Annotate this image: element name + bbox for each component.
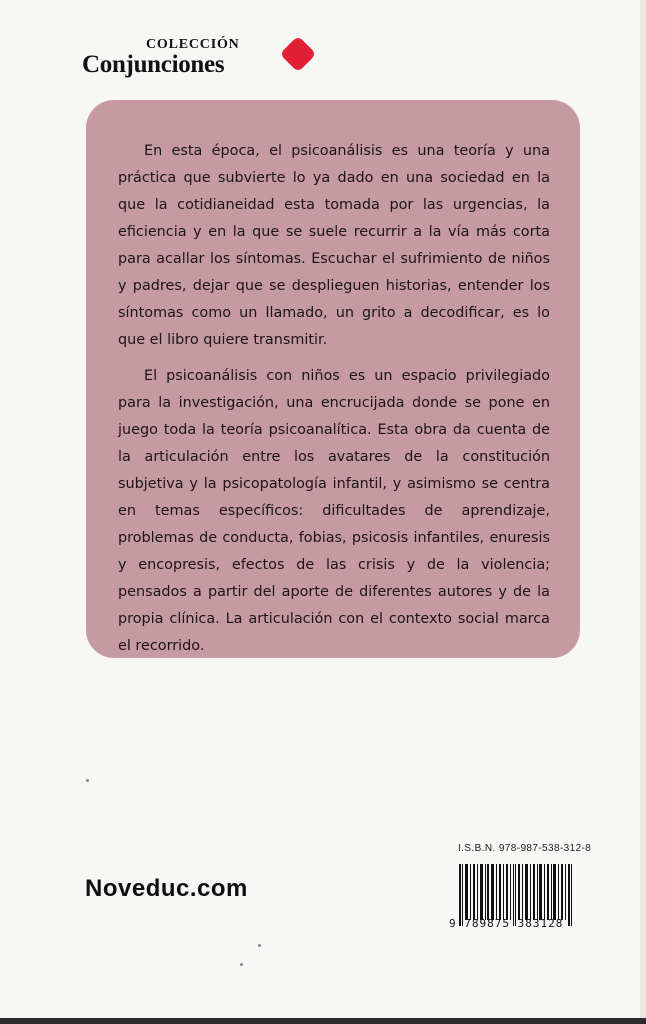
bottom-edge [0, 1018, 646, 1024]
paper-speck [258, 944, 261, 947]
series-diamond-icon [280, 36, 317, 73]
barcode-digits: 9 789875 383128 [449, 917, 564, 930]
isbn-label: I.S.B.N. 978-987-538-312-8 [458, 843, 592, 854]
paper-speck [86, 779, 89, 782]
series-logo [82, 37, 322, 83]
blurb-paragraph-1: En esta época, el psicoanálisis es una teoría y una práctica que subvierte lo ya dado en una sociedad en la que la cotidianeidad esta tomada por las urgencias, la eficiencia y en la que se suele recurrir a la vía más corta para acallar los síntomas. Escuchar el sufrimiento de niños y padres, dejar que se desplieguen historias, entender los síntomas como un llamado, un grito a decodificar, es lo que el libro quiere transmitir. [118, 143, 550, 348]
page-edge [640, 0, 646, 1024]
paper-speck [240, 963, 243, 966]
series-name: Conjunciones [82, 51, 225, 78]
series-label: COLECCIÓN [146, 37, 240, 52]
blurb-paragraph-2: El psicoanálisis con niños es un espacio privilegiado para la investigación, una encrucijada donde se pone en juego toda la teoría psicoanalítica. Esta obra da cuenta de la articulación entre los avatares de la constitución subjetiva y la psicopatología infantil, y asimismo se centra en temas específicos: dificultades de aprendizaje, problemas de conducta, fobias, psicosis infantiles, enuresis y encopresis, efectos de las crisis y de la violencia; pensados a partir del aporte de diferentes autores y de la propia clínica. La articulación con el contexto social marca el recorrido. [118, 368, 550, 654]
blurb-text [118, 138, 550, 660]
publisher-logo: Noveduc.com [85, 875, 248, 902]
blurb-panel [86, 100, 580, 658]
